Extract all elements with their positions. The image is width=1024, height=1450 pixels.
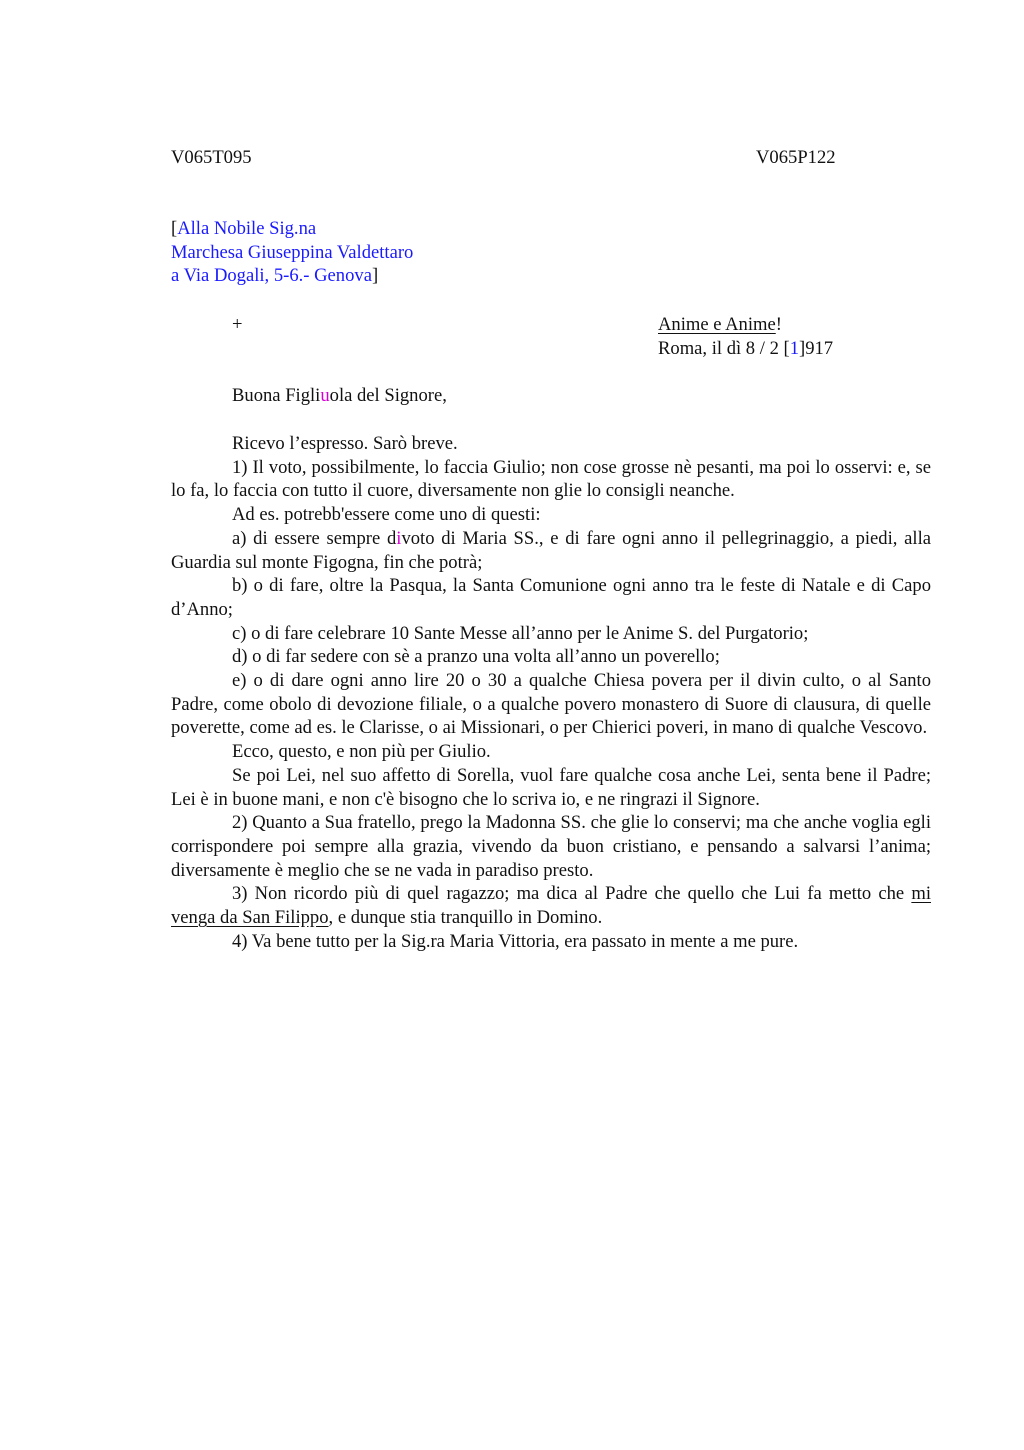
- paragraph-0: Ricevo l’espresso. Sarò breve.: [232, 433, 458, 454]
- document-code-left: V065T095: [171, 147, 252, 168]
- paragraph-12: 4) Va bene tutto per la Sig.ra Maria Vittoria, era passato in mente a me pure.: [232, 930, 799, 952]
- paragraph-11-pre: 3) Non ricordo più di quel ragazzo; ma dica al Padre che quello che Lui fa metto che: [232, 883, 912, 905]
- address-street: a Via Dogali, 5-6.- Genova: [171, 265, 372, 287]
- date-suffix: ]917: [799, 338, 834, 359]
- paragraph-4: b) o di fare, oltre la Pasqua, la Santa Comunione ogni anno tra le feste di Natale e di Capo d’Anno;: [171, 575, 931, 620]
- paragraph-11-underline: mi venga da San Filippo: [171, 883, 931, 929]
- paragraph-11: [171, 882, 931, 929]
- date-bracket-digit: 1: [789, 338, 799, 359]
- paragraph-5: c) o di fare celebrare 10 Sante Messe all’anno per le Anime S. del Purgatorio;: [232, 622, 809, 644]
- salutation-highlight: u: [320, 385, 330, 406]
- document-code-right: V065P122: [756, 147, 836, 168]
- date-prefix: Roma, il dì 8 / 2 [: [658, 338, 790, 359]
- paragraph-3-post: voto di Maria SS., e di fare ogni anno il pellegrinaggio, a piedi, alla Guardia sul monte Figogna, fin che potrà;: [171, 527, 931, 573]
- paragraph-3-highlight: i: [396, 527, 402, 549]
- cross-symbol: +: [232, 314, 243, 335]
- salutation-post: ola del Signore,: [329, 385, 447, 406]
- address-line-1: [171, 217, 413, 241]
- motto-text: Anime e Anime: [658, 314, 776, 335]
- address-line-2: Marchesa Giuseppina Valdettaro: [171, 241, 414, 263]
- salutation-pre: Buona Figli: [232, 385, 321, 406]
- paragraph-2: Ad es. potrebb'essere come uno di questi:: [232, 504, 541, 526]
- paragraph-1: 1) Il voto, possibilmente, lo faccia Giulio; non cose grosse nè pesanti, ma poi lo osservi: e, se lo fa, lo faccia con tutto il cuore, diversamente non glie lo consigli neanche.: [171, 456, 931, 502]
- date-line: [658, 337, 833, 361]
- motto: [658, 313, 782, 337]
- address-line-3: [171, 264, 413, 288]
- paragraph-6: d) o di far sedere con sè a pranzo una volta all’anno un poverello;: [232, 646, 720, 668]
- motto-punct: !: [775, 314, 782, 335]
- paragraph-3: [171, 527, 931, 574]
- paragraph-10: 2) Quanto a Sua fratello, prego la Madonna SS. che glie lo conservi; ma che anche voglia egli corrispondere poi sempre alla grazia, vivendo da buon cristiano, e pensando a salvarsi l’anima; diversamente è meglio che se ne vada in paradiso presto.: [171, 812, 931, 881]
- paragraph-9: Se poi Lei, nel suo affetto di Sorella, vuol fare qualche cosa anche Lei, senta bene il Padre; Lei è in buone mani, e non c'è bisogno che lo scriva io, e ne ringrazi il Signore.: [171, 764, 931, 810]
- salutation: [232, 384, 447, 408]
- address-recipient: Alla Nobile Sig.na: [177, 218, 317, 239]
- paragraph-3-pre: a) di essere sempre d: [232, 527, 397, 549]
- letter-body: [171, 432, 931, 953]
- paragraph-11-post: , e dunque stia tranquillo in Domino.: [328, 907, 603, 929]
- address-close-bracket: ]: [371, 265, 379, 287]
- address-open-bracket: [: [171, 218, 178, 239]
- paragraph-7: e) o di dare ogni anno lire 20 o 30 a qualche Chiesa povera per il divin culto, o al Santo Padre, come obolo di devozione filiale, o a qualche povero monastero di Suore di clausura, di quelle poverette, come ad es. le Clarisse, o ai Missionari, o per Chierici poveri, in mano di qualche Vescovo.: [171, 670, 931, 739]
- paragraph-8: Ecco, questo, e non più per Giulio.: [232, 741, 491, 763]
- address-block: [171, 217, 413, 288]
